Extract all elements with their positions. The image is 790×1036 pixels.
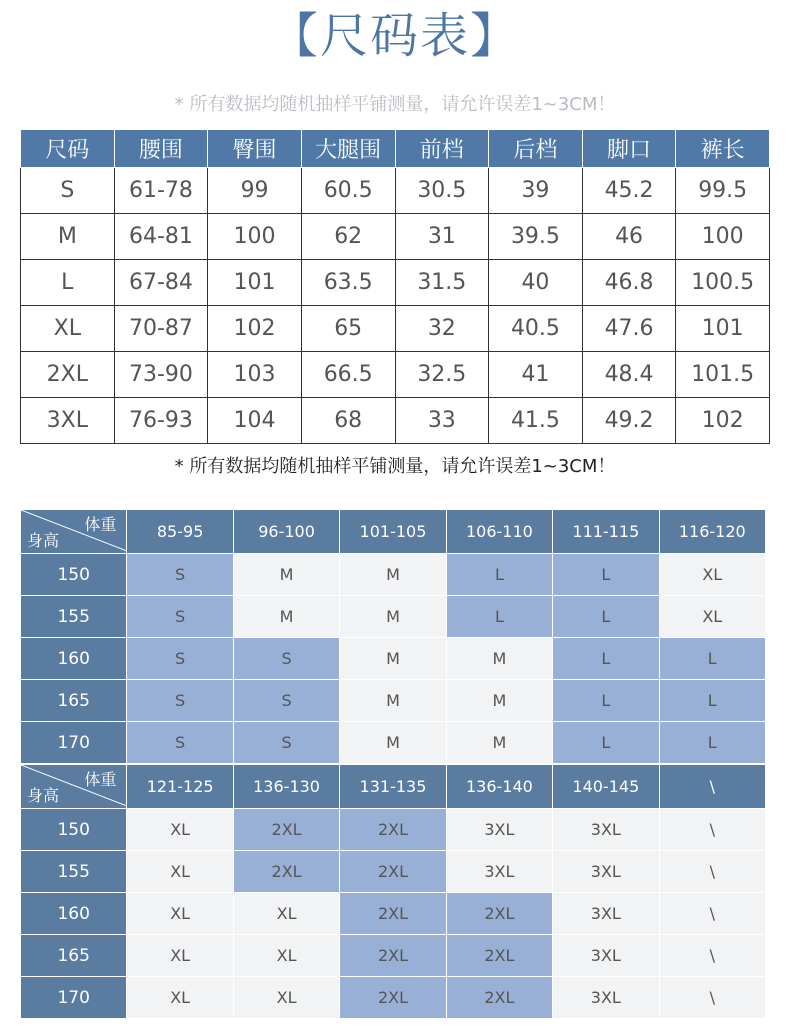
weight-range: 111-115 bbox=[553, 510, 659, 554]
size-label-cell: 2XL bbox=[21, 352, 115, 398]
weight-range: 116-120 bbox=[659, 510, 765, 554]
corner-weight-label: 体重 bbox=[84, 515, 117, 534]
grid1-header-row bbox=[21, 510, 766, 554]
recommended-size-cell: XL bbox=[127, 893, 233, 935]
recommended-size-cell: XL bbox=[659, 596, 765, 638]
measurement-cell: 101 bbox=[208, 260, 302, 306]
weight-range: 136-130 bbox=[233, 765, 339, 809]
measurement-cell: 60.5 bbox=[301, 168, 395, 214]
recommended-size-cell: L bbox=[553, 596, 659, 638]
measurement-cell: 70-87 bbox=[114, 306, 208, 352]
recommended-size-cell: 2XL bbox=[340, 893, 446, 935]
recommended-size-cell: \ bbox=[659, 851, 765, 893]
header-hip: 臀围 bbox=[208, 130, 302, 168]
recommended-size-cell: S bbox=[127, 554, 233, 596]
measurement-cell: 62 bbox=[301, 214, 395, 260]
recommended-size-cell: XL bbox=[127, 977, 233, 1019]
measurement-cell: 63.5 bbox=[301, 260, 395, 306]
height-label: 150 bbox=[21, 809, 127, 851]
grid2-corner bbox=[21, 765, 127, 809]
measurement-cell: 33 bbox=[395, 398, 489, 444]
measurement-cell: 102 bbox=[208, 306, 302, 352]
measurement-note-mid: * 所有数据均随机抽样平铺测量，请允许误差1~3CM！ bbox=[174, 456, 616, 477]
size-row bbox=[21, 168, 770, 214]
measurement-cell: 101.5 bbox=[676, 352, 770, 398]
measurement-cell: 31 bbox=[395, 214, 489, 260]
recommended-size-cell: 3XL bbox=[446, 851, 552, 893]
measurement-cell: 61-78 bbox=[114, 168, 208, 214]
height-label: 160 bbox=[21, 893, 127, 935]
measurement-cell: 39.5 bbox=[489, 214, 583, 260]
recommended-size-cell: M bbox=[446, 722, 552, 764]
measurement-cell: 100 bbox=[208, 214, 302, 260]
recommended-size-cell: \ bbox=[659, 809, 765, 851]
grid2-header-row bbox=[21, 765, 766, 809]
size-row bbox=[21, 260, 770, 306]
recommended-size-cell: XL bbox=[233, 977, 339, 1019]
recommended-size-cell: 2XL bbox=[446, 935, 552, 977]
height-label: 165 bbox=[21, 935, 127, 977]
measurement-cell: 40 bbox=[489, 260, 583, 306]
recommended-size-cell: L bbox=[553, 680, 659, 722]
recommended-size-cell: XL bbox=[659, 554, 765, 596]
size-label-cell: S bbox=[21, 168, 115, 214]
corner-height-label: 身高 bbox=[27, 786, 60, 805]
recommended-size-cell: S bbox=[127, 680, 233, 722]
weight-range: 140-145 bbox=[553, 765, 659, 809]
recommended-size-cell: S bbox=[127, 638, 233, 680]
header-size: 尺码 bbox=[21, 130, 115, 168]
size-label-cell: M bbox=[21, 214, 115, 260]
recommended-size-cell: S bbox=[233, 638, 339, 680]
recommended-size-cell: L bbox=[659, 680, 765, 722]
measurement-cell: 99 bbox=[208, 168, 302, 214]
recommended-size-cell: \ bbox=[659, 893, 765, 935]
header-waist: 腰围 bbox=[114, 130, 208, 168]
measurement-cell: 67-84 bbox=[114, 260, 208, 306]
size-row bbox=[21, 398, 770, 444]
recommended-size-cell: XL bbox=[233, 935, 339, 977]
weight-range: 106-110 bbox=[446, 510, 552, 554]
measurement-cell: 30.5 bbox=[395, 168, 489, 214]
height-weight-grid-2 bbox=[20, 764, 766, 1019]
weight-range: 101-105 bbox=[340, 510, 446, 554]
recommended-size-cell: L bbox=[446, 554, 552, 596]
recommended-size-cell: L bbox=[553, 554, 659, 596]
header-leg-opening: 脚口 bbox=[582, 130, 676, 168]
recommended-size-cell: 2XL bbox=[233, 809, 339, 851]
recommended-size-cell: M bbox=[446, 680, 552, 722]
recommended-size-cell: \ bbox=[659, 935, 765, 977]
recommended-size-cell: M bbox=[233, 596, 339, 638]
recommended-size-cell: 3XL bbox=[553, 809, 659, 851]
corner-weight-label: 体重 bbox=[84, 770, 117, 789]
grid1-row bbox=[21, 722, 766, 764]
grid2-row bbox=[21, 977, 766, 1019]
measurement-cell: 32 bbox=[395, 306, 489, 352]
recommended-size-cell: 2XL bbox=[340, 809, 446, 851]
recommended-size-cell: 3XL bbox=[553, 851, 659, 893]
recommended-size-cell: S bbox=[127, 722, 233, 764]
weight-range: \ bbox=[659, 765, 765, 809]
recommended-size-cell: M bbox=[340, 722, 446, 764]
height-weight-grid-1 bbox=[20, 509, 766, 764]
grid1-row bbox=[21, 638, 766, 680]
size-row bbox=[21, 306, 770, 352]
weight-range: 131-135 bbox=[340, 765, 446, 809]
recommended-size-cell: L bbox=[659, 722, 765, 764]
measurement-cell: 46.8 bbox=[582, 260, 676, 306]
measurement-cell: 104 bbox=[208, 398, 302, 444]
corner-height-label: 身高 bbox=[27, 531, 60, 550]
grid2-row bbox=[21, 935, 766, 977]
weight-range: 136-140 bbox=[446, 765, 552, 809]
height-label: 170 bbox=[21, 977, 127, 1019]
measurement-cell: 100 bbox=[676, 214, 770, 260]
measurement-cell: 64-81 bbox=[114, 214, 208, 260]
measurement-cell: 73-90 bbox=[114, 352, 208, 398]
grid1-row bbox=[21, 596, 766, 638]
measurement-note-top: * 所有数据均随机抽样平铺测量，请允许误差1~3CM！ bbox=[174, 94, 616, 115]
weight-range: 85-95 bbox=[127, 510, 233, 554]
recommended-size-cell: 2XL bbox=[446, 893, 552, 935]
measurement-cell: 31.5 bbox=[395, 260, 489, 306]
measurement-cell: 76-93 bbox=[114, 398, 208, 444]
recommended-size-cell: 3XL bbox=[446, 809, 552, 851]
weight-range: 96-100 bbox=[233, 510, 339, 554]
height-label: 155 bbox=[21, 851, 127, 893]
height-label: 165 bbox=[21, 680, 127, 722]
size-chart-header-row bbox=[21, 130, 770, 168]
recommended-size-cell: M bbox=[340, 554, 446, 596]
size-label-cell: 3XL bbox=[21, 398, 115, 444]
measurement-cell: 39 bbox=[489, 168, 583, 214]
measurement-cell: 66.5 bbox=[301, 352, 395, 398]
grid2-row bbox=[21, 893, 766, 935]
recommended-size-cell: XL bbox=[233, 893, 339, 935]
recommended-size-cell: M bbox=[340, 596, 446, 638]
recommended-size-cell: L bbox=[446, 596, 552, 638]
height-label: 170 bbox=[21, 722, 127, 764]
measurement-cell: 45.2 bbox=[582, 168, 676, 214]
measurement-cell: 102 bbox=[676, 398, 770, 444]
size-chart-table bbox=[20, 129, 770, 444]
measurement-cell: 48.4 bbox=[582, 352, 676, 398]
recommended-size-cell: 2XL bbox=[340, 977, 446, 1019]
measurement-cell: 32.5 bbox=[395, 352, 489, 398]
recommended-size-cell: 3XL bbox=[553, 893, 659, 935]
recommended-size-cell: L bbox=[659, 638, 765, 680]
recommended-size-cell: M bbox=[340, 638, 446, 680]
grid2-row bbox=[21, 809, 766, 851]
height-label: 155 bbox=[21, 596, 127, 638]
page-title: 【尺码表】 bbox=[269, 8, 520, 64]
size-row bbox=[21, 352, 770, 398]
recommended-size-cell: XL bbox=[127, 809, 233, 851]
header-thigh: 大腿围 bbox=[301, 130, 395, 168]
measurement-cell: 40.5 bbox=[489, 306, 583, 352]
height-label: 160 bbox=[21, 638, 127, 680]
recommended-size-cell: S bbox=[233, 680, 339, 722]
size-label-cell: XL bbox=[21, 306, 115, 352]
measurement-cell: 46 bbox=[582, 214, 676, 260]
size-row bbox=[21, 214, 770, 260]
recommended-size-cell: 2XL bbox=[340, 851, 446, 893]
measurement-cell: 47.6 bbox=[582, 306, 676, 352]
recommended-size-cell: M bbox=[446, 638, 552, 680]
recommended-size-cell: XL bbox=[127, 935, 233, 977]
grid1-row bbox=[21, 680, 766, 722]
grid1-row bbox=[21, 554, 766, 596]
measurement-cell: 100.5 bbox=[676, 260, 770, 306]
header-pants-length: 裤长 bbox=[676, 130, 770, 168]
measurement-cell: 49.2 bbox=[582, 398, 676, 444]
header-front-rise: 前档 bbox=[395, 130, 489, 168]
measurement-cell: 68 bbox=[301, 398, 395, 444]
recommended-size-cell: L bbox=[553, 638, 659, 680]
header-back-rise: 后档 bbox=[489, 130, 583, 168]
recommended-size-cell: XL bbox=[127, 851, 233, 893]
measurement-cell: 99.5 bbox=[676, 168, 770, 214]
measurement-cell: 65 bbox=[301, 306, 395, 352]
recommended-size-cell: 2XL bbox=[340, 935, 446, 977]
recommended-size-cell: M bbox=[233, 554, 339, 596]
measurement-cell: 101 bbox=[676, 306, 770, 352]
recommended-size-cell: \ bbox=[659, 977, 765, 1019]
recommended-size-cell: L bbox=[553, 722, 659, 764]
recommended-size-cell: S bbox=[233, 722, 339, 764]
size-label-cell: L bbox=[21, 260, 115, 306]
measurement-cell: 41 bbox=[489, 352, 583, 398]
measurement-cell: 103 bbox=[208, 352, 302, 398]
recommended-size-cell: 2XL bbox=[446, 977, 552, 1019]
recommended-size-cell: M bbox=[340, 680, 446, 722]
recommended-size-cell: S bbox=[127, 596, 233, 638]
height-label: 150 bbox=[21, 554, 127, 596]
grid1-corner bbox=[21, 510, 127, 554]
grid2-row bbox=[21, 851, 766, 893]
recommended-size-cell: 2XL bbox=[233, 851, 339, 893]
recommended-size-cell: 3XL bbox=[553, 935, 659, 977]
weight-range: 121-125 bbox=[127, 765, 233, 809]
recommended-size-cell: 3XL bbox=[553, 977, 659, 1019]
measurement-cell: 41.5 bbox=[489, 398, 583, 444]
